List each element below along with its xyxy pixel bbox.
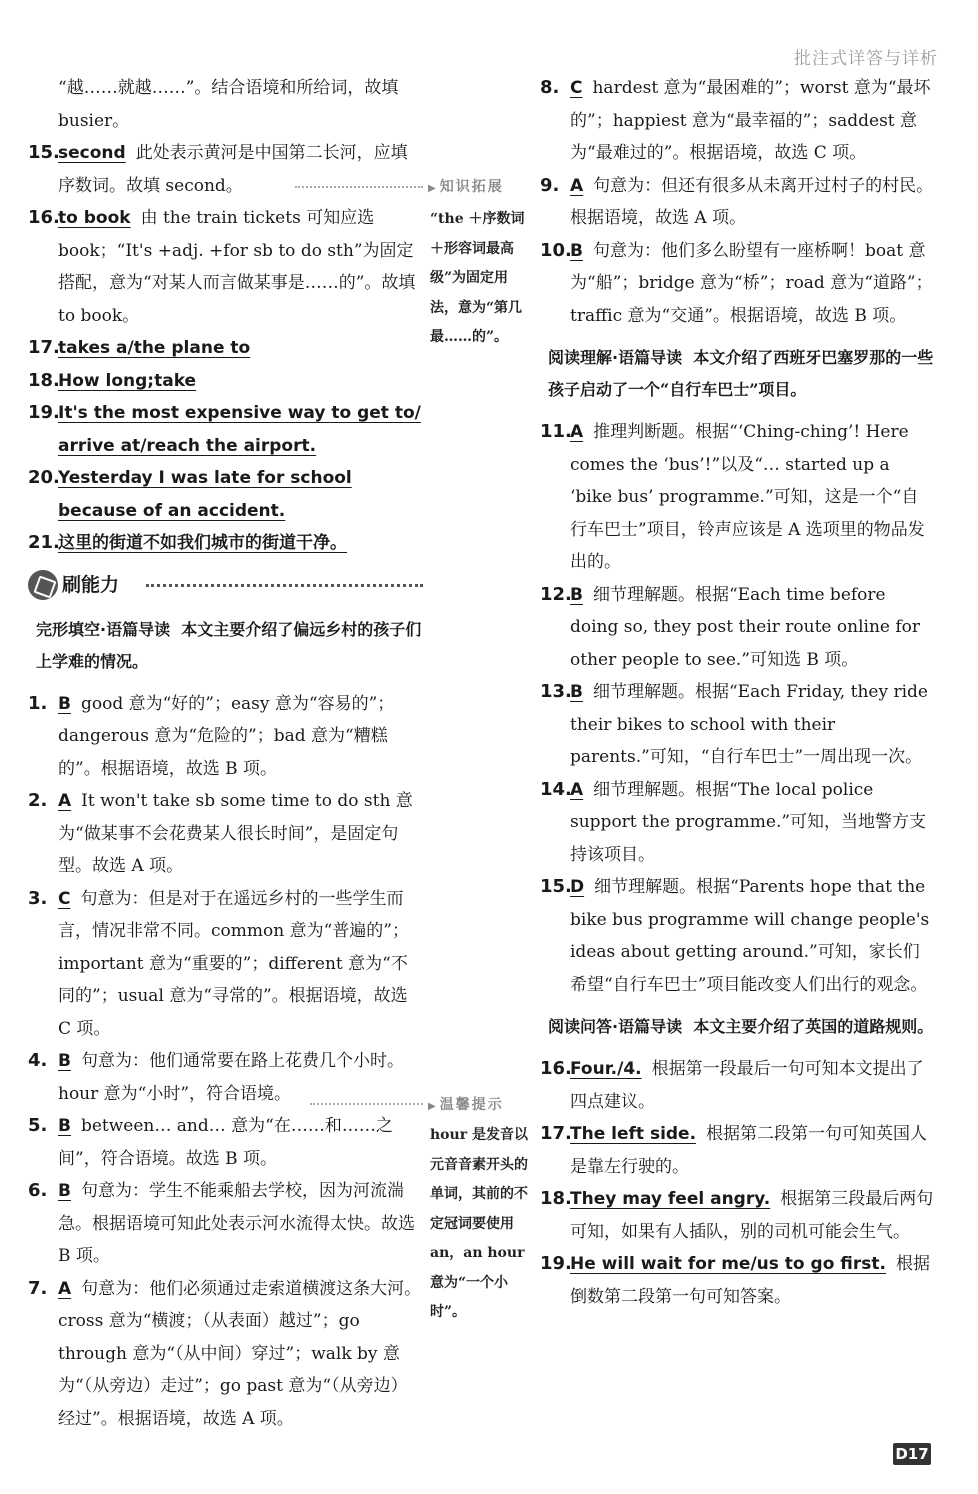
note-heading: ▶ 温馨提示 [428, 1094, 504, 1114]
item-number: 18. [28, 369, 60, 391]
answer-key: C [58, 888, 71, 909]
answer-key: B [58, 1051, 71, 1071]
item-number: 9. [540, 174, 560, 196]
answer-key: They may feel angry. [570, 1189, 771, 1209]
item-number: 11. [540, 421, 572, 442]
answer-item [28, 688, 423, 786]
answer-list-reading [540, 416, 935, 1001]
answer-list-fill-in [28, 137, 423, 560]
answer-item [540, 1183, 935, 1248]
answer-key: takes a/the plane to [58, 338, 251, 358]
answer-key: A [570, 175, 584, 196]
answer-list-cloze [28, 688, 423, 1436]
answer-key: Four./4. [570, 1059, 642, 1079]
answer-key: to book [58, 208, 131, 228]
answer-key: It's the most expensive way to get to/ arrive at/reach the airport. [58, 403, 421, 456]
item-number: 17. [540, 1123, 572, 1144]
item-number: 21. [28, 532, 60, 553]
intro-text: 本文介绍了西班牙巴塞罗那的一些孩子启动了一个“自行车巴士”项目。 [548, 348, 934, 399]
answer-item [540, 676, 935, 774]
intro-text: 本文主要介绍了偏远乡村的孩子们上学难的情况。 [36, 619, 422, 671]
dotted-divider [146, 584, 423, 587]
answer-key: He will wait for me/us to go first. [570, 1254, 886, 1274]
answer-key: A [570, 422, 584, 442]
answer-list-qa [540, 1053, 935, 1313]
answer-item [540, 170, 935, 235]
answer-explanation: good 意为“好的”；easy 意为“容易的”；dangerous 意为“危险的”；bad 意为“糟糕的”。根据语境，故选 B 项。 [58, 693, 395, 779]
answer-key: B [570, 584, 583, 605]
answer-key: B [58, 1116, 71, 1136]
answer-explanation: 推理判断题。根据“‘Ching-ching’! Here comes the ‘bus’!”以及“… started up a ‘bike bus’ programme.”可知，这是一个“自行车巴士”项目，铃声应该是 A 选项里的物品发出的。 [570, 422, 925, 572]
answer-item [28, 137, 423, 202]
pencil-icon [28, 570, 58, 600]
answer-key: Yesterday I was late for school because of an accident. [58, 468, 352, 521]
item-number: 16. [28, 207, 60, 228]
item-number: 1. [28, 692, 48, 714]
section-header [28, 564, 423, 604]
intro-text: 本文主要介绍了英国的道路规则。 [693, 1017, 934, 1036]
item-number: 14. [540, 778, 572, 800]
answer-explanation: 句意为：他们多么盼望有一座桥啊！boat 意为“船”；bridge 意为“桥”；road 意为“道路”；traffic 意为“交通”。根据语境，故选 B 项。 [570, 240, 933, 326]
answer-key: C [570, 78, 583, 98]
answer-key: A [58, 791, 72, 811]
answer-explanation: It won't take sb some time to do sth 意为“做某事不会花费某人很长时间”，是固定句型。故选 A 项。 [58, 791, 413, 876]
answer-item [540, 871, 935, 1001]
answer-explanation: 细节理解题。根据“Parents hope that the bike bus programme will change people's ideas about getting around.”可知，家长们希望“自行车巴士”项目能改变人们出行的观念。 [570, 877, 930, 995]
answer-explanation: 根据倒数第二段第一句可知答案。 [570, 1254, 930, 1307]
answer-key: 这里的街道不如我们城市的街道干净。 [58, 533, 347, 553]
item-number: 2. [28, 790, 48, 811]
answer-item [540, 1118, 935, 1183]
answer-item [28, 527, 423, 560]
note-divider [310, 1103, 423, 1105]
continued-text: “越……就越……”。结合语境和所给词，故填 busier。 [58, 78, 399, 131]
answer-explanation: 根据第三段最后两句可知，如果有人插队，别的司机可能会生气。 [570, 1189, 934, 1242]
note-text: “the ＋序数词＋形容词最高级”为固定用法，意为“第几最……的”。 [430, 211, 525, 345]
answer-key: B [58, 1181, 71, 1201]
answer-list-cloze-cont [540, 72, 935, 332]
note-heading: ▶ 知识拓展 [428, 176, 504, 196]
item-number: 19. [28, 402, 60, 423]
answer-item [28, 1175, 423, 1273]
answer-item [28, 1273, 423, 1436]
answer-item [28, 202, 423, 332]
item-number: 10. [540, 239, 572, 261]
answer-key: How long;take [58, 370, 197, 391]
answer-explanation: 句意为：学生不能乘船去学校，因为河流湍急。根据语境可知此处表示河水流得太快。故选 B 项。 [58, 1181, 415, 1266]
item-number: 12. [540, 583, 572, 605]
answer-item [28, 883, 423, 1046]
note-divider [295, 186, 423, 188]
answer-explanation: 句意为：但还有很多从未离开过村子的村民。根据语境，故选 A 项。 [570, 175, 934, 228]
right-column [540, 72, 935, 1313]
answer-key: B [570, 240, 583, 261]
answer-item [28, 332, 423, 365]
page-header: 批注式详答与详析 [794, 49, 938, 69]
answer-explanation: 根据第一段最后一句可知本文提出了四点建议。 [570, 1059, 924, 1112]
answer-item [28, 1110, 423, 1175]
answer-explanation: hardest 意为“最困难的”；worst 意为“最坏的”；happiest 意为“最幸福的”；saddest 意为“最难过的”。根据语境，故选 C 项。 [570, 78, 931, 163]
answer-item [28, 1045, 423, 1110]
item-number: 3. [28, 887, 48, 909]
section-label: 刷能力 [62, 573, 120, 596]
intro-label: 阅读理解·语篇导读 [548, 348, 683, 367]
answer-key: A [570, 779, 584, 800]
answer-item [28, 397, 423, 462]
answer-item [540, 774, 935, 872]
intro-label: 阅读问答·语篇导读 [548, 1017, 683, 1036]
item-number: 13. [540, 681, 572, 702]
answer-explanation: 句意为：他们通常要在路上花费几个小时。hour 意为“小时”，符合语境。 [58, 1051, 404, 1104]
item-number: 15. [28, 142, 60, 163]
answer-item [540, 72, 935, 170]
item-number: 18. [540, 1188, 572, 1209]
answer-explanation: 细节理解题。根据“Each time before doing so, they post their route online for other people to see.”可知选 B 项。 [570, 584, 921, 670]
answer-key: The left side. [570, 1124, 697, 1144]
item-number: 20. [28, 467, 60, 488]
answer-key: A [58, 1278, 72, 1299]
item-number: 19. [540, 1253, 572, 1274]
answer-key: B [58, 693, 71, 714]
note-text: hour 是发音以元音音素开头的单词，其前的不定冠词要使用 an，an hour 意为“一个小时”。 [430, 1127, 528, 1320]
answer-explanation: 句意为：他们必须通过走索道横渡这条大河。cross 意为“横渡；（从表面）越过”；go through 意为“（从中间）穿过”；walk by 意为“（从旁边）走过”；go past 意为“（从旁边）经过”。根据语境，故选 A 项。 [58, 1278, 422, 1429]
item-number: 7. [28, 1277, 48, 1299]
passage-intro-qa [548, 1011, 935, 1043]
item-number: 15. [540, 876, 572, 897]
answer-explanation: 细节理解题。根据“Each Friday, they ride their bikes to school with their parents.”可知，“自行车巴士”一周出现一次。 [570, 682, 928, 767]
answer-explanation: 由 the train tickets 可知应选 book；“It's +adj. +for sb to do sth”为固定搭配，意为“对某人而言做某事是……的”。故填 to book。 [58, 208, 416, 326]
answer-explanation: 根据第二段第一句可知英国人是靠左行驶的。 [570, 1124, 928, 1177]
item-number: 16. [540, 1058, 572, 1079]
answer-key: D [570, 877, 585, 897]
answer-explanation: between… and… 意为“在……和……之间”，符合语境。故选 B 项。 [58, 1116, 393, 1169]
answer-key: second [58, 143, 126, 163]
answer-item [540, 1248, 935, 1313]
item-number: 4. [28, 1050, 48, 1071]
passage-intro-cloze [36, 614, 423, 678]
page-number: D17 [893, 1443, 931, 1465]
answer-item [28, 785, 423, 883]
item-number: 5. [28, 1115, 48, 1136]
answer-key: B [570, 682, 583, 702]
item-number: 8. [540, 77, 560, 98]
answer-item [540, 579, 935, 677]
left-column [28, 72, 423, 1435]
answer-item [540, 416, 935, 579]
intro-label: 完形填空·语篇导读 [36, 619, 171, 639]
answer-item [28, 462, 423, 527]
answer-item [540, 1053, 935, 1118]
answer-explanation: 细节理解题。根据“The local police support the programme.”可知，当地警方支持该项目。 [570, 779, 927, 865]
answer-item [540, 235, 935, 333]
item-number: 17. [28, 337, 60, 358]
answer-explanation: 此处表示黄河是中国第二长河，应填序数词。故填 second。 [58, 143, 408, 196]
item-number: 6. [28, 1180, 48, 1201]
passage-intro-reading [548, 342, 935, 406]
answer-explanation: 句意为：但是对于在遥远乡村的一些学生而言，情况非常不同。common 意为“普遍的”；important 意为“重要的”；different 意为“不同的”；usual 意为“寻常的”。根据语境，故选 C 项。 [58, 888, 409, 1039]
answer-item [28, 365, 423, 398]
